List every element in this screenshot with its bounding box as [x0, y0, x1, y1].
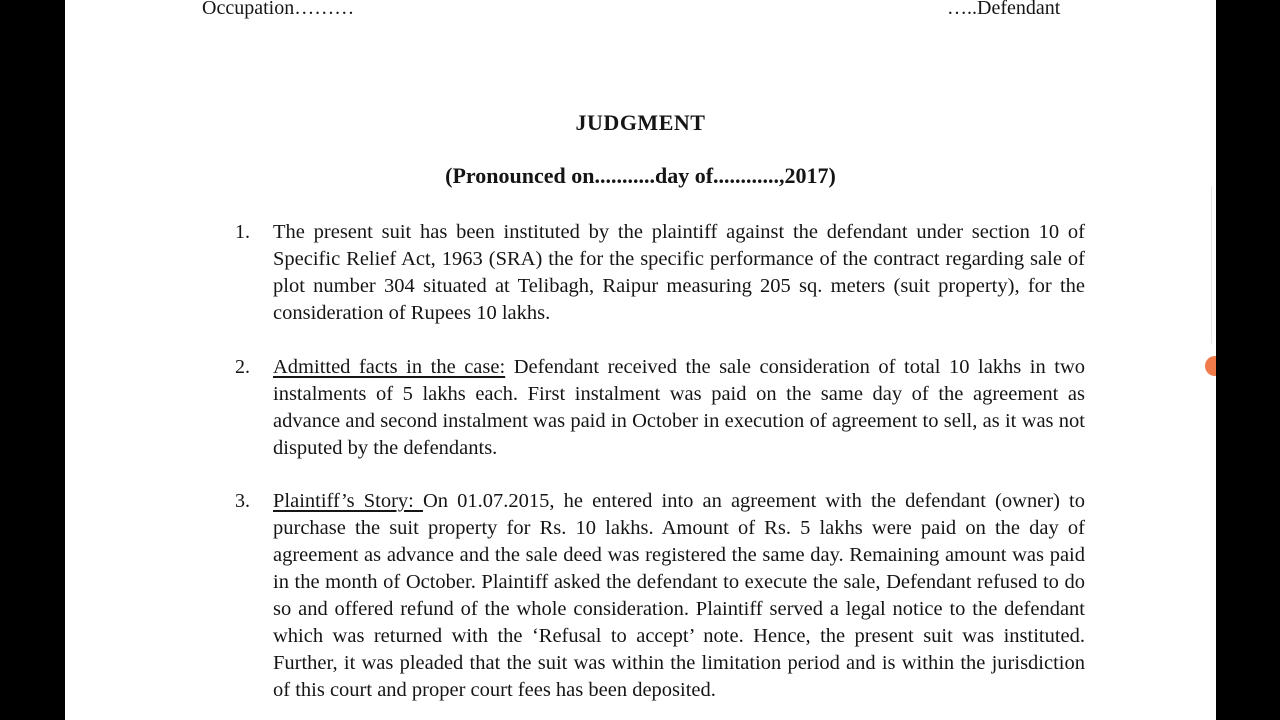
paragraph-text: [273, 354, 1085, 462]
occupation-field: Occupation………: [202, 0, 355, 19]
paragraph-body: On 01.07.2015, he entered into an agreement with the defendant (owner) to purchase the suit property for Rs. 10 lakhs. Amount of Rs. 5 lakhs were paid on the day of agreement as advance and the sale deed was registered the same day. Remaining amount was paid in the month of October. Plaintiff asked the defendant to execute the sale, Defendant refused to do so and offered refund of the whole consideration. Plaintiff served a legal notice to the defendant which was returned with the ‘Refusal to accept’ note. Hence, the present suit was instituted. Further, it was pleaded that the suit was within the limitation period and is within the jurisdiction of this court and proper court fees has been deposited.: [273, 490, 1085, 701]
page-scroll-edge: [1211, 185, 1216, 345]
defendant-label: …..Defendant: [947, 0, 1061, 19]
paragraph-number: 2.: [235, 356, 250, 378]
paragraph-text: [273, 488, 1085, 704]
paragraph-number: 1.: [235, 221, 250, 243]
pronounced-line: (Pronounced on...........day of............,2017): [445, 163, 836, 188]
paragraph-body: The present suit has been instituted by the plaintiff against the defendant under section 10 of Specific Relief Act, 1963 (SRA) the for the specific performance of the contract regarding sale of plot number 304 situated at Telibagh, Raipur measuring 205 sq. meters (suit property), for the consideration of Rupees 10 lakhs.: [273, 221, 1085, 324]
paragraph-heading: Admitted facts in the case:: [273, 356, 506, 378]
document-page: [65, 0, 1216, 720]
judgment-title: JUDGMENT: [575, 110, 706, 135]
paragraph-text: [273, 219, 1085, 327]
scroll-handle[interactable]: [1205, 356, 1216, 376]
paragraph-heading: Plaintiff’s Story:: [273, 490, 423, 512]
paragraph-body: Defendant received the sale consideration of total 10 lakhs in two instalments of 5 lakhs each. First instalment was paid on the same day of the agreement as advance and second instalment was paid in October in execution of agreement to sell, as it was not disputed by the defendants.: [273, 356, 1086, 459]
paragraph-number: 3.: [235, 490, 250, 512]
